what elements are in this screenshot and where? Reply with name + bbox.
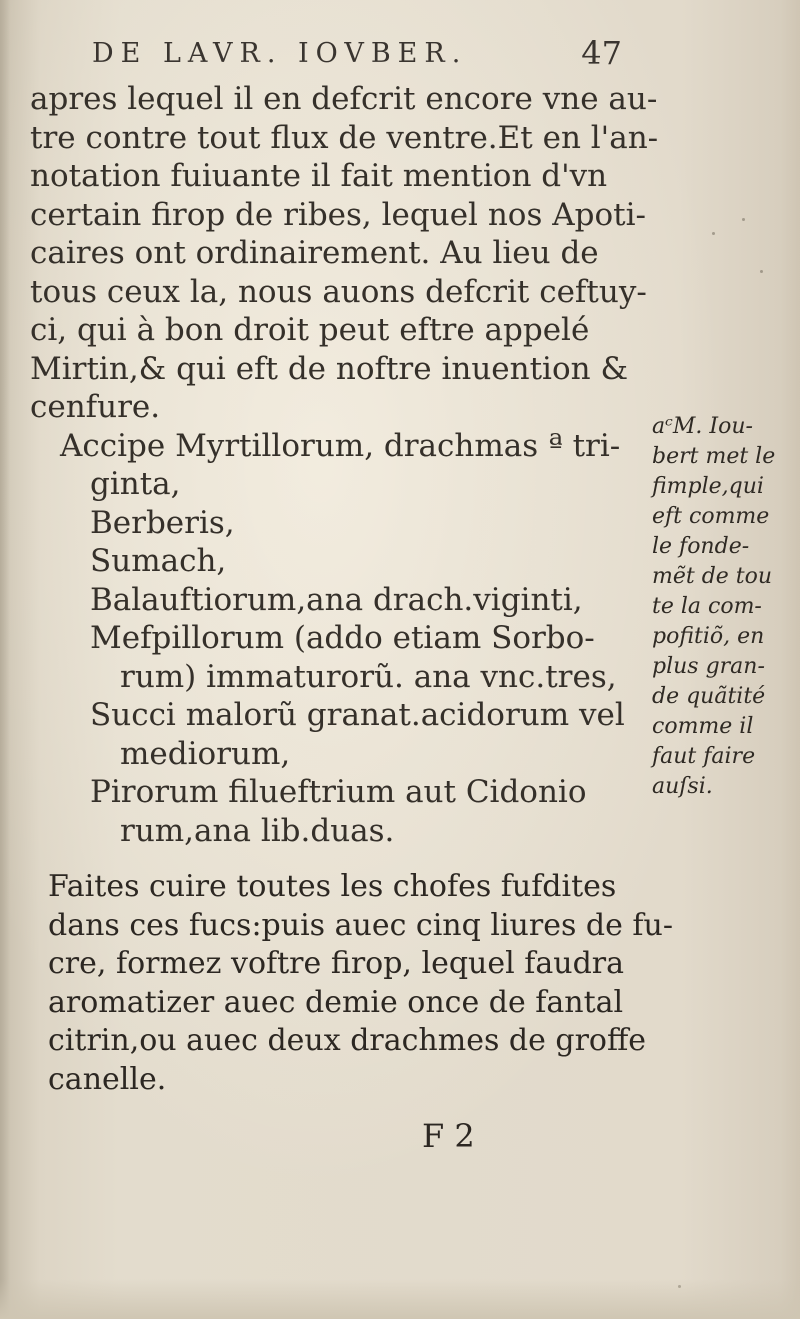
note-line: eft comme [652,504,770,529]
text-line: cre, formez voftre firop, lequel faudra [48,946,625,981]
note-line: de quãtité [652,684,766,709]
recipe-line: Accipe Myrtillorum, drachmas ª tri- [60,427,621,464]
recipe-line: Mefpillorum (addo etiam Sorbo- [90,620,595,656]
instructions-paragraph [48,868,673,1099]
note-line: le fonde- [652,534,750,559]
text-line: apres lequel il en defcrit encore vne au- [30,81,658,117]
text-line: Mirtin,& qui eft de noftre inuention & [30,350,629,387]
text-line: tous ceux la, nous auons defcrit ceftuy- [30,273,647,310]
recipe-line: rum) immaturorũ. ana vnc.tres, [120,658,617,695]
page-number: 47 [581,34,622,72]
main-text-block [30,80,659,850]
signature-mark: F 2 [422,1117,475,1155]
text-line: tre contre tout flux de ventre.Et en l'an- [30,119,659,156]
recipe-line: rum,ana lib.duas. [120,812,395,849]
note-line: aᶜM. Iou- [652,414,753,439]
text-line: ci, qui à bon droit peut eftre appelé [30,312,590,348]
note-line: bert met le [652,444,776,469]
recipe-line: Balauftiorum,ana drach.viginti, [90,581,583,618]
paper-speck [760,270,763,273]
text-line: caires ont ordinairement. Au lieu de [30,235,599,271]
note-line: te la com- [652,594,762,619]
text-line: notation fuiuante il fait mention d'vn [30,158,608,194]
recipe-line: ginta, [90,466,181,502]
header-title: DE LAVR. IOVBER. [92,38,468,69]
text-line: aromatizer auec demie once de fantal [48,984,624,1020]
note-line: comme il [652,714,754,739]
running-header [92,34,622,78]
paper-speck [742,218,745,221]
note-line: pofitiõ, en [652,624,765,649]
text-line: certain firop de ribes, lequel nos Apoti- [30,196,646,233]
recipe-line: Pirorum filueftrium aut Cidonio [90,774,587,810]
text-line: canelle. [48,1061,167,1097]
note-line: fimple,qui [652,474,764,499]
note-line: faut faire [652,744,756,769]
text-line: citrin,ou auec deux drachmes de groffe [48,1023,647,1058]
recipe-line: Berberis, [90,504,235,541]
recipe-line: Sumach, [90,543,227,579]
paper-speck [678,1285,681,1288]
recipe-line: Succi malorũ granat.acidorum vel [90,697,625,733]
text-line: cenfure. [30,389,161,425]
text-line: Faites cuire toutes les chofes fufdites [48,869,617,904]
marginal-note [652,412,792,802]
note-line: auſsi. [652,774,713,799]
paper-speck [712,232,715,235]
note-line: plus gran- [652,654,765,679]
recipe-line: mediorum, [120,735,291,772]
note-line: mẽt de tou [652,564,773,589]
text-line: dans ces fucs:puis auec cinq liures de fu- [48,907,673,943]
